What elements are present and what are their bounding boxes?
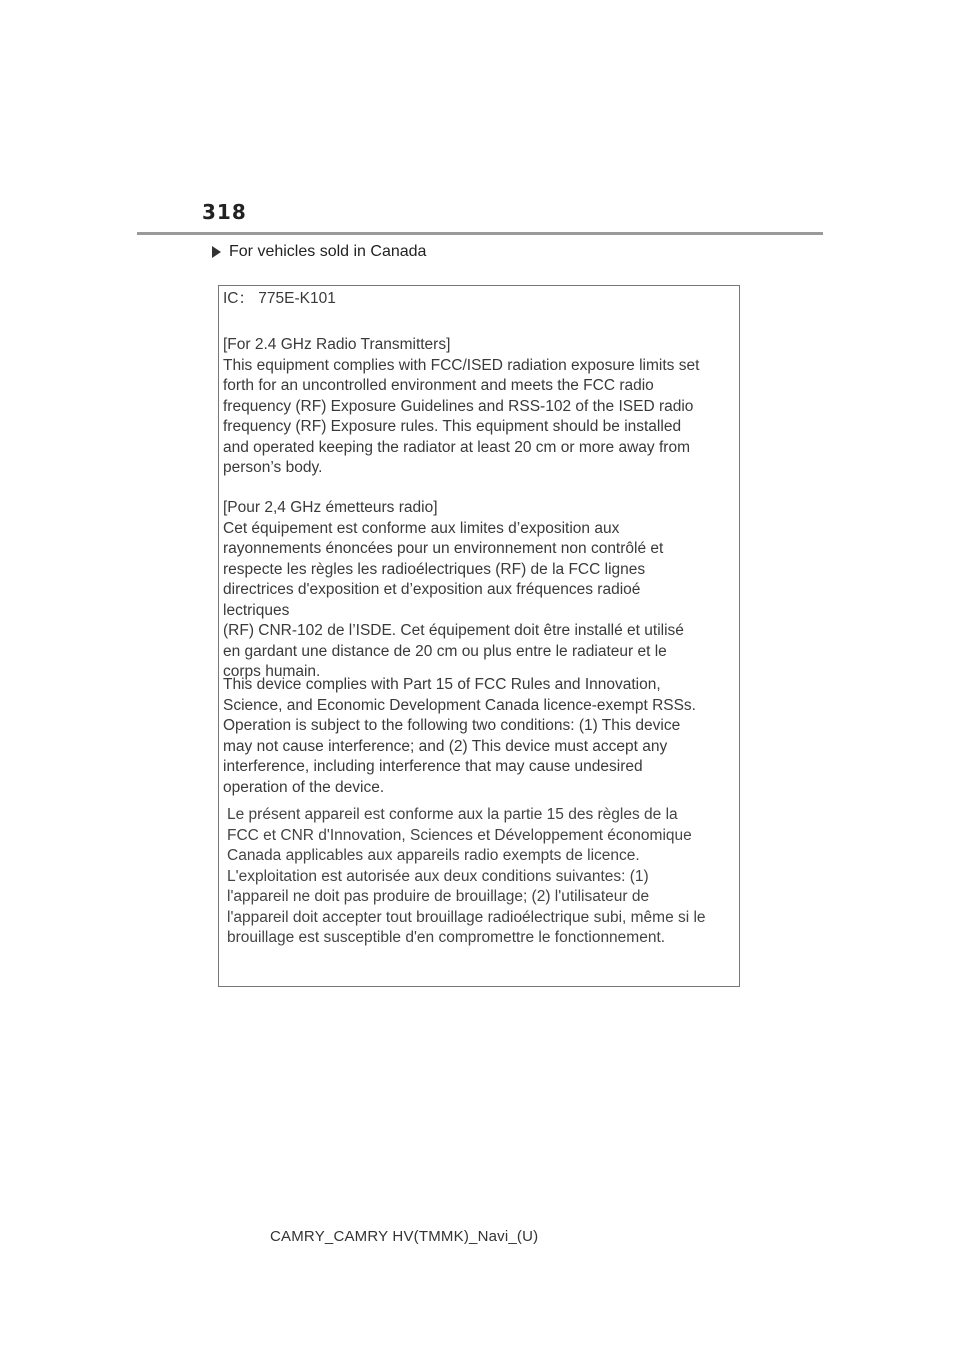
fcc-part15-paragraph (223, 675, 737, 798)
text-line: Science, and Economic Development Canada licence-exempt RSSs. (223, 696, 696, 714)
text-line: person’s body. (223, 459, 323, 476)
text-line: [For 2.4 GHz Radio Transmitters] (223, 336, 451, 353)
text-line: rayonnements énoncées pour un environnement non contrôlé et (223, 540, 664, 557)
fcc-part15-french-paragraph (227, 805, 741, 949)
triangle-right-icon (212, 246, 221, 258)
ic-number: IC： 775E-K101 (223, 290, 336, 307)
french-rf-exposure-paragraph (223, 498, 737, 683)
text-line: forth for an uncontrolled environment and meets the FCC radio (223, 377, 654, 394)
english-rf-exposure-paragraph (223, 335, 737, 479)
text-line: frequency (RF) Exposure rules. This equipment should be installed (223, 418, 682, 435)
text-line: brouillage est susceptible d'en compromettre le fonctionnement. (227, 929, 666, 946)
text-line: (RF) CNR-102 de l’ISDE. Cet équipement doit être installé et utilisé (223, 622, 684, 639)
regulatory-notice-box (218, 285, 740, 987)
text-line: Cet équipement est conforme aux limites d’exposition aux (223, 519, 620, 537)
text-line: Le présent appareil est conforme aux la partie 15 des règles de la (227, 806, 678, 823)
text-line: respecte les règles les radioélectriques (RF) de la FCC lignes (223, 560, 646, 578)
text-line: This equipment complies with FCC/ISED radiation exposure limits set (223, 356, 700, 374)
section-heading (212, 243, 426, 261)
text-line: interference, including interference that may cause undesired (223, 758, 643, 775)
text-line: corps humain. (223, 663, 321, 680)
text-line: directrices d'exposition et d’exposition aux fréquences radioé (223, 581, 641, 598)
text-line: may not cause interference; and (2) This device must accept any (223, 737, 668, 755)
text-line: [Pour 2,4 GHz émetteurs radio] (223, 499, 438, 516)
text-line: operation of the device. (223, 778, 385, 796)
text-line: Canada applicables aux appareils radio exempts de licence. (227, 847, 640, 864)
text-line: l'appareil doit accepter tout brouillage radioélectrique subi, même si le (227, 908, 706, 926)
text-line: l'appareil ne doit pas produire de brouillage; (2) l'utilisateur de (227, 888, 650, 905)
section-heading-text: For vehicles sold in Canada (229, 243, 427, 260)
header-divider (137, 232, 823, 235)
text-line: en gardant une distance de 20 cm ou plus entre le radiateur et le (223, 642, 667, 660)
text-line: Operation is subject to the following two conditions: (1) This device (223, 717, 681, 734)
text-line: and operated keeping the radiator at least 20 cm or more away from (223, 438, 690, 456)
text-line: FCC et CNR d'Innovation, Sciences et Développement économique (227, 826, 692, 844)
text-line: L'exploitation est autorisée aux deux conditions suivantes: (1) (227, 867, 649, 885)
text-line: lectriques (223, 601, 290, 619)
ic-certification-line (223, 289, 737, 310)
text-line: This device complies with Part 15 of FCC Rules and Innovation, (223, 676, 661, 693)
document-code-footer: CAMRY_CAMRY HV(TMMK)_Navi_(U) (270, 1228, 539, 1245)
text-line: frequency (RF) Exposure Guidelines and RSS-102 of the ISED radio (223, 397, 694, 415)
page-number: 318 (202, 200, 247, 224)
